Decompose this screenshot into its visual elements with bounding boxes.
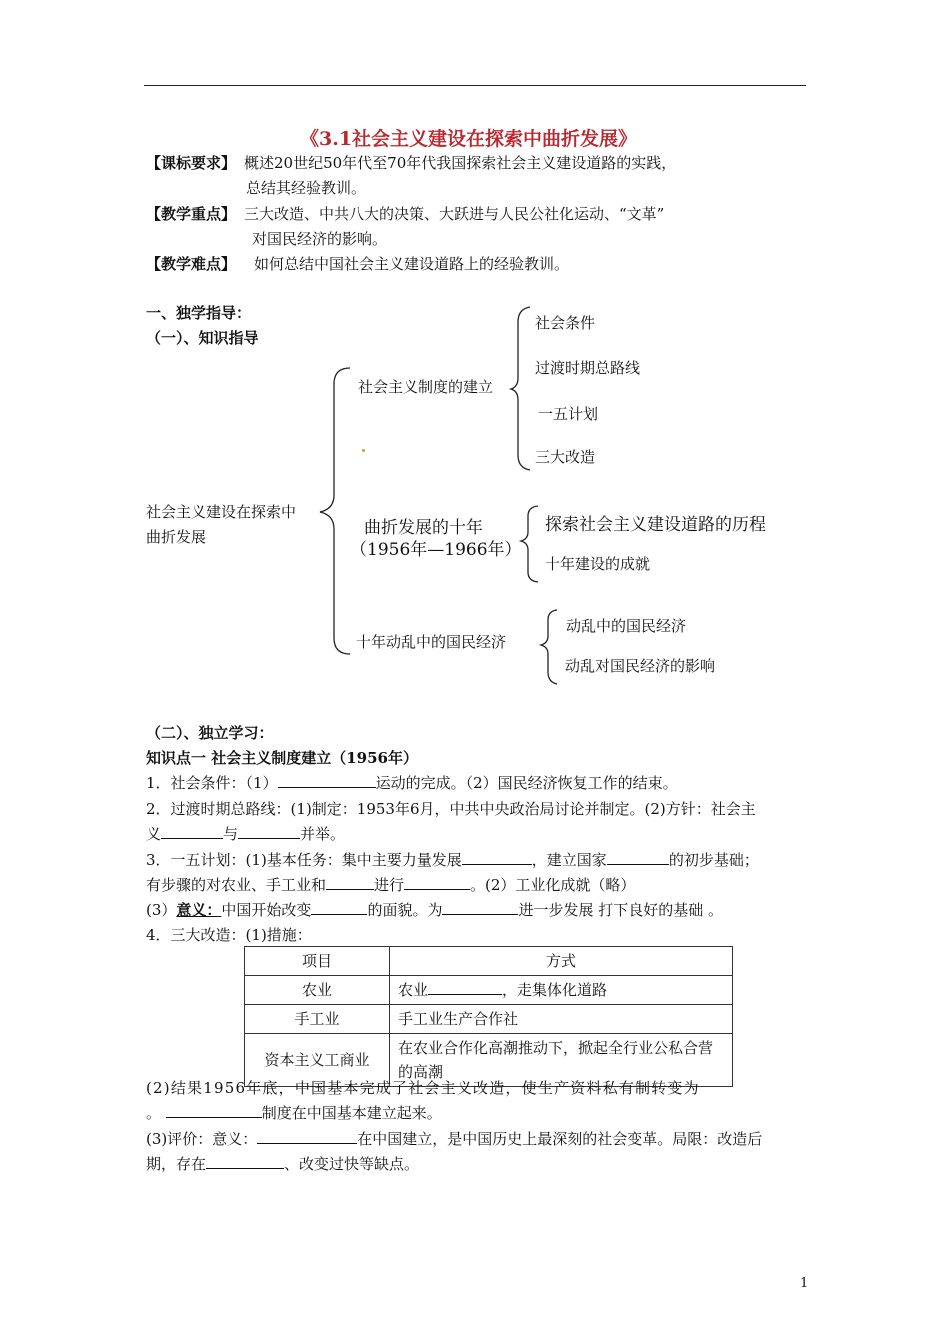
table-header: 方式: [390, 947, 733, 976]
section2-heading: （二）、独立学习：: [146, 724, 274, 742]
knowledge-point-1: 知识点一 社会主义制度建立（1956年）: [146, 749, 418, 767]
tree-b1-item-2: 过渡时期总路线: [535, 359, 641, 377]
zhongdian-label: 【教学重点】: [146, 205, 237, 223]
line-4: 3．一五计划：(1)基本任务：集中主要力量发展 ，建立国家 的初步基础；: [146, 851, 759, 869]
tree-b1-item-1: 社会条件: [535, 314, 596, 332]
line-8: (2)结果1956年底，中国基本完成了社会主义改造，使生产资料私有制转变为: [146, 1079, 700, 1097]
blank-6[interactable]: [326, 875, 374, 890]
zhongdian-line1: 三大改造、中共八大的决策、大跃进与人民公社化运动、“文革”: [244, 205, 665, 223]
table-header: 项目: [245, 947, 390, 976]
tree-branch-3: 十年动乱中的国民经济: [356, 633, 507, 651]
tree-b3-item-1: 动乱中的国民经济: [566, 617, 687, 635]
tree-b2-item-1: 探索社会主义建设道路的历程: [545, 515, 766, 535]
page-title: 《3.1社会主义建设在探索中曲折发展》: [300, 128, 638, 150]
blank-4[interactable]: [462, 850, 532, 865]
blank-1[interactable]: [278, 773, 376, 788]
stray-dot: [362, 449, 365, 452]
blank-9[interactable]: [442, 900, 518, 915]
table-cell: 手工业: [245, 1005, 390, 1034]
table-row: [245, 1005, 733, 1034]
tree-b1-item-4: 三大改造: [535, 448, 596, 466]
kebiao-line1: 概述20世纪50年代至70年代我国探索社会主义建设道路的实践，: [244, 154, 677, 172]
section1-heading: 一、独学指导：: [146, 304, 252, 322]
line-2: 2．过渡时期总路线：(1)制定：1953年6月，中共中央政治局讨论并制定。(2)方针：社会主: [146, 800, 756, 818]
nandian-text: 如何总结中国社会主义建设道路上的经验教训。: [254, 255, 570, 273]
line-7: 4．三大改造：(1)措施：: [146, 926, 312, 944]
line-1: 1．社会条件：（1） 运动的完成。（2）国民经济恢复工作的结束。: [146, 774, 678, 792]
blank-8[interactable]: [311, 900, 367, 915]
line-6: (3）意义：中国开始改变 的面貌。为 进一步发展 打下良好的基础 。: [146, 901, 723, 919]
tree-branch-2-line1: 曲折发展的十年: [364, 518, 483, 538]
page-number: 1: [800, 1276, 809, 1291]
tree-b1-item-3: 一五计划: [538, 405, 599, 423]
tree-root-line2: 曲折发展: [146, 528, 207, 546]
line-10: (3)评价：意义： 在中国建立，是中国历史上最深刻的社会变革。局限：改造后: [146, 1130, 763, 1148]
blank-13[interactable]: [206, 1154, 284, 1169]
section1-sub: （一）、知识指导: [146, 329, 259, 347]
line-9: 。 制度在中国基本建立起来。: [146, 1104, 442, 1122]
line-5: 有步骤的对农业、手工业和 进行 。(2）工业化成就（略）: [146, 876, 636, 894]
line-3: 义 与 并举。: [146, 825, 346, 843]
tree-root-line1: 社会主义建设在探索中: [146, 503, 297, 521]
reform-methods-table: [244, 946, 733, 1087]
blank-2[interactable]: [161, 824, 223, 839]
kebiao-line2: 总结其经验教训。: [246, 179, 367, 197]
tree-branch-1: 社会主义制度的建立: [358, 378, 494, 396]
table-cell: 农业: [245, 976, 390, 1005]
nandian-label: 【教学难点】: [146, 255, 237, 273]
table-cell: 在农业合作化高潮推动下，掀起全行业公私合营的高潮: [390, 1034, 733, 1087]
table-row: [245, 976, 733, 1005]
table-cell: 农业 ，走集体化道路: [390, 976, 733, 1005]
blank-7[interactable]: [404, 875, 470, 890]
tree-b3-item-2: 动乱对国民经济的影响: [565, 657, 716, 675]
blank-10[interactable]: [428, 980, 502, 995]
kebiao-label: 【课标要求】: [146, 154, 237, 172]
blank-12[interactable]: [257, 1129, 357, 1144]
blank-3[interactable]: [238, 824, 300, 839]
blank-5[interactable]: [607, 850, 669, 865]
tree-b2-item-2: 十年建设的成就: [545, 555, 651, 573]
table-header-row: [245, 947, 733, 976]
table-cell: 资本主义工商业: [245, 1034, 390, 1087]
line-11: 期，存在 、改变过快等缺点。: [146, 1155, 420, 1173]
tree-branch-2-line2: （1956年—1966年）: [350, 540, 522, 560]
zhongdian-line2: 对国民经济的影响。: [252, 230, 388, 248]
table-cell: 手工业生产合作社: [390, 1005, 733, 1034]
blank-11[interactable]: [166, 1103, 262, 1118]
